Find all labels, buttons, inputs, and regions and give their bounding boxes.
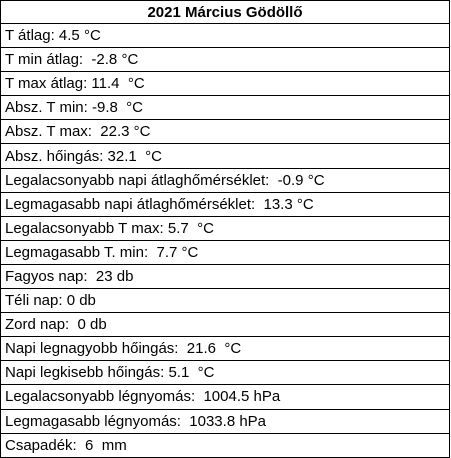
cell-csapadek[interactable]: Csapadék: 6 mm [1, 433, 450, 457]
cell-legalacsonyabb-t-max[interactable]: Legalacsonyabb T max: 5.7 °C [1, 216, 450, 240]
table-row [1, 144, 450, 168]
table-row [1, 409, 450, 433]
cell-t-min-atlag[interactable]: T min átlag: -2.8 °C [1, 48, 450, 72]
table-row [1, 24, 450, 48]
cell-absz-t-max[interactable]: Absz. T max: 22.3 °C [1, 120, 450, 144]
table-row [1, 240, 450, 264]
table-row [1, 48, 450, 72]
cell-legalacsonyabb-napi-atlag[interactable]: Legalacsonyabb napi átlaghőmérséklet: -0.9 °C [1, 168, 450, 192]
cell-napi-legnagyobb-hoingas[interactable]: Napi legnagyobb hőingás: 21.6 °C [1, 337, 450, 361]
cell-absz-t-min[interactable]: Absz. T min: -9.8 °C [1, 96, 450, 120]
cell-fagyos-nap[interactable]: Fagyos nap: 23 db [1, 264, 450, 288]
table-title[interactable]: 2021 Március Gödöllő [1, 1, 450, 24]
table-row [1, 72, 450, 96]
cell-legmagasabb-t-min[interactable]: Legmagasabb T. min: 7.7 °C [1, 240, 450, 264]
table-row [1, 385, 450, 409]
table-row [1, 337, 450, 361]
cell-t-max-atlag[interactable]: T max átlag: 11.4 °C [1, 72, 450, 96]
cell-teli-nap[interactable]: Téli nap: 0 db [1, 289, 450, 313]
table-row [1, 289, 450, 313]
table-row [1, 361, 450, 385]
cell-zord-nap[interactable]: Zord nap: 0 db [1, 313, 450, 337]
cell-legmagasabb-napi-atlag[interactable]: Legmagasabb napi átlaghőmérséklet: 13.3 °C [1, 192, 450, 216]
cell-napi-legkisebb-hoingas[interactable]: Napi legkisebb hőingás: 5.1 °C [1, 361, 450, 385]
cell-t-atlag[interactable]: T átlag: 4.5 °C [1, 24, 450, 48]
table-row [1, 120, 450, 144]
cell-legalacsonyabb-legnyomas[interactable]: Legalacsonyabb légnyomás: 1004.5 hPa [1, 385, 450, 409]
table-row [1, 433, 450, 457]
title-row [1, 1, 450, 24]
cell-legmagasabb-legnyomas[interactable]: Legmagasabb légnyomás: 1033.8 hPa [1, 409, 450, 433]
cell-absz-hoingas[interactable]: Absz. hőingás: 32.1 °C [1, 144, 450, 168]
table-row [1, 313, 450, 337]
table-row [1, 264, 450, 288]
table-row [1, 216, 450, 240]
table-row [1, 96, 450, 120]
table-row [1, 168, 450, 192]
table-row [1, 192, 450, 216]
